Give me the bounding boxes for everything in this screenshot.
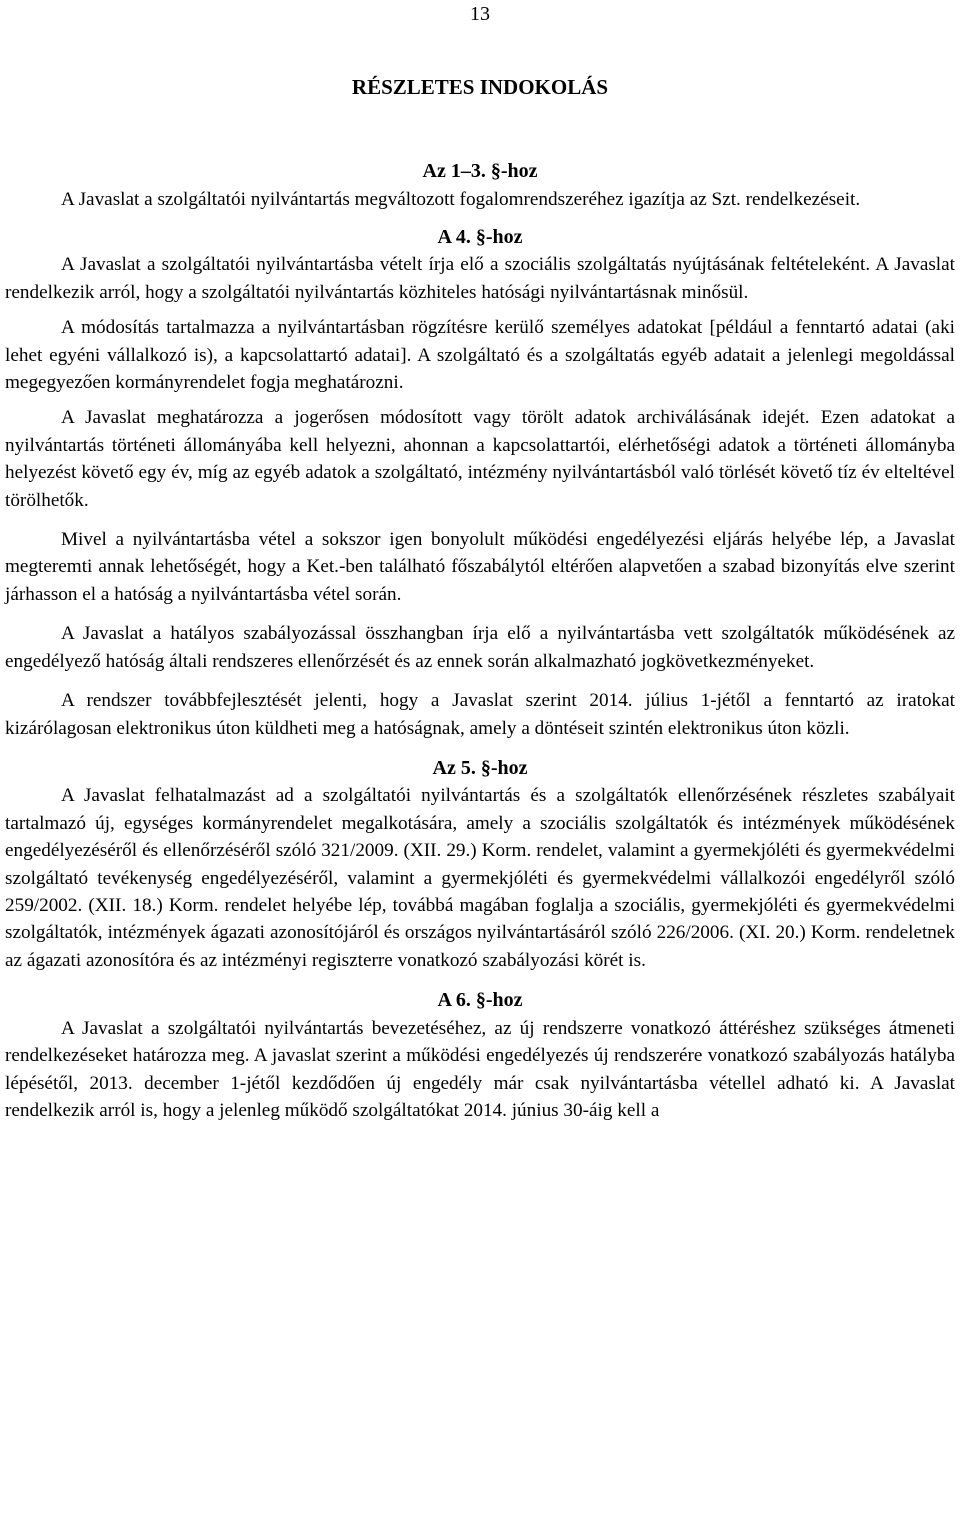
section-heading-2: A 4. §-hoz <box>437 225 523 248</box>
paragraph-1-1: A Javaslat a szolgáltatói nyilvántartás megváltozott fogalomrendszeréhez igazítja az Szt. rendelkezéseit. <box>61 188 861 210</box>
paragraph-2-6: A rendszer továbbfejlesztését jelenti, hogy a Javaslat szerint 2014. július 1-jétől a fenntartó az iratokat kizárólagosan elektronikus úton küldheti meg a hatóságnak, amely a döntéseit szintén elektronikus úton közli. <box>5 690 955 739</box>
document-body <box>5 158 955 1124</box>
section-heading-3: Az 5. §-hoz <box>432 756 528 779</box>
paragraph-2-4: Mivel a nyilvántartásba vétel a sokszor igen bonyolult működési engedélyezési eljárás helyébe lép, a Javaslat megteremti annak lehetőségét, hogy a Ket.-ben található főszabálytól eltérően alapvetően a szabad bizonyítás elve szerint járhasson el a hatóság a nyilvántartásba vétel során. <box>5 529 955 605</box>
paragraph-3-1: A Javaslat felhatalmazást ad a szolgáltatói nyilvántartás és a szolgáltatók ellenőrzésének részletes szabályait tartalmazó új, egységes kormányrendelet megalkotására, amely a szociális szolgáltatók és intézmények működésének engedélyezéséről és ellenőrzéséről szóló 321/2009. (XII. 29.) Korm. rendelet, valamint a gyermekjóléti és gyermekvédelmi szolgáltató tevékenység engedélyezéséről, valamint a gyermekjóléti és gyermekvédelmi vállalkozói engedélyről szóló 259/2002. (XII. 18.) Korm. rendelet helyébe lép, továbbá magában foglalja a szociális, gyermekjóléti és gyermekvédelmi szolgáltatók, intézmények ágazati azonosítójáról és országos nyilvántartásáról szóló 226/2006. (XI. 20.) Korm. rendeletnek az ágazati azonosítóra és az intézményi regiszterre vonatkozó szabályozási körét is. <box>5 785 955 971</box>
page-number: 13 <box>470 3 490 25</box>
section-heading-4: A 6. §-hoz <box>437 989 523 1012</box>
paragraph-4-1: A Javaslat a szolgáltatói nyilvántartás bevezetéséhez, az új rendszerre vonatkozó áttéréshez szükséges átmeneti rendelkezéseket határozza meg. A javaslat szerint a működési engedélyezés új rendszerére vonatkozó szabályozás hatályba lépésétől, 2013. december 1-jétől kezdődően új engedély már csak nyilvántartásba vétellel adható ki. A Javaslat rendelkezik arról is, hogy a jelenleg működő szolgáltatókat 2014. június 30-áig kell a <box>5 1017 955 1121</box>
paragraph-2-5: A Javaslat a hatályos szabályozással összhangban írja elő a nyilvántartásba vett szolgáltatók működésének az engedélyező hatóság általi rendszeres ellenőrzését és az ennek során alkalmazható jogkövetkezményeket. <box>5 623 955 672</box>
paragraph-2-2: A módosítás tartalmazza a nyilvántartásban rögzítésre kerülő személyes adatokat [például a fenntartó adatai (aki lehet egyéni vállalkozó is), a kapcsolattartó adatai]. A szolgáltató és a szolgáltatás egyéb adatait a jelenlegi megoldással megegyezően kormányrendelet fogja meghatározni. <box>5 317 955 394</box>
section-heading-1: Az 1–3. §-hoz <box>422 160 538 182</box>
paragraph-2-1: A Javaslat a szolgáltatói nyilvántartásba vételt írja elő a szociális szolgáltatás nyújtásának feltételeként. A Javaslat rendelkezik arról, hogy a szolgáltatói nyilvántartás közhiteles hatósági nyilvántartásnak minősül. <box>5 254 955 303</box>
paragraph-2-3: A Javaslat meghatározza a jogerősen módosított vagy törölt adatok archiválásának idejét. Ezen adatokat a nyilvántartás történeti állományába kell helyezni, ahonnan a kapcsolattartói, elérhetőségi adatok a történeti állományba helyezést követő egy év, míg az egyéb adatok a szolgáltató, intézmény nyilvántartásból való törlését követő tíz év elteltével törölhetők. <box>5 407 955 511</box>
page-title: RÉSZLETES INDOKOLÁS <box>351 75 609 99</box>
